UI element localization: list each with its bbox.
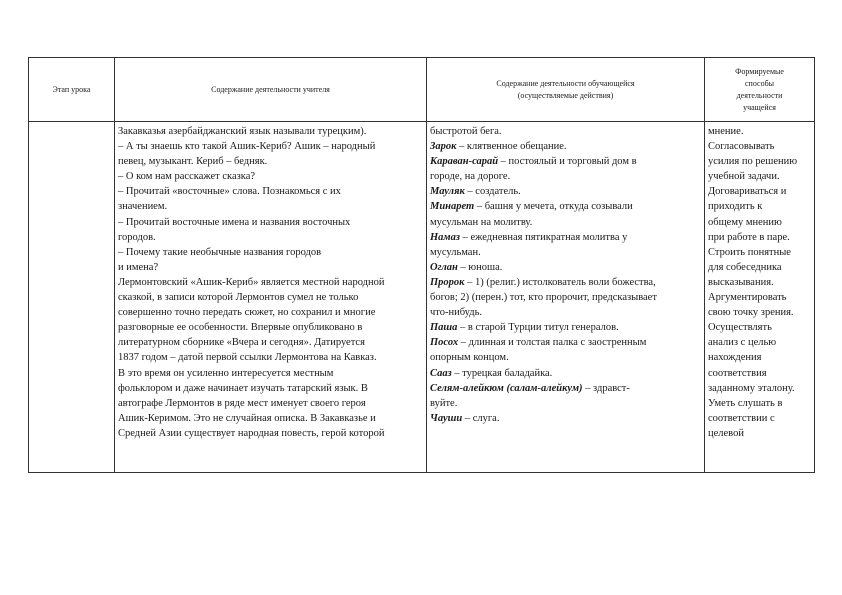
- vocabulary-definition: быстротой бега.: [430, 126, 502, 137]
- vocabulary-definition: городе, на дороге.: [430, 171, 511, 183]
- student-text-line: [430, 275, 701, 290]
- student-text-line: [430, 350, 701, 365]
- student-text-line: [430, 335, 701, 350]
- vocabulary-definition: – слуга.: [462, 412, 500, 424]
- student-text-line: [430, 139, 701, 154]
- teacher-text-line: – Прочитай восточные имена и названия восточных: [118, 216, 351, 228]
- stage-cell: [29, 122, 115, 473]
- student-text-line: [430, 290, 701, 305]
- vocabulary-term: Пророк: [430, 276, 465, 288]
- vocabulary-definition: – юноша.: [457, 261, 503, 273]
- skills-text-line: заданному эталону.: [708, 382, 795, 394]
- skills-text-line: соответствия: [708, 367, 767, 379]
- header-student-line1: Содержание деятельности обучающейся: [496, 78, 635, 88]
- vocabulary-definition: богов; 2) (перен.) тот, кто пророчит, предсказывает: [430, 292, 657, 304]
- skills-text-line: мнение.: [708, 126, 744, 137]
- teacher-text-line: – Почему такие необычные названия городов: [118, 246, 322, 258]
- vocabulary-term: Караван-сарай: [430, 156, 499, 168]
- teacher-text-line: разговорные ее особенности. Впервые опубликовано в: [118, 322, 363, 334]
- student-text: [427, 122, 704, 426]
- header-skills-line3: деятельности: [736, 90, 783, 100]
- skills-text-line: Строить понятные: [708, 246, 791, 258]
- vocabulary-definition: что-нибудь.: [430, 307, 483, 319]
- vocabulary-definition: – 1) (религ.) истолкователь воли божества,: [464, 276, 656, 288]
- student-text-line: [430, 124, 701, 139]
- vocabulary-definition: – башня у мечета, откуда созывали: [474, 201, 633, 213]
- teacher-text-line: сказкой, в записи которой Лермонтов сумел не только: [118, 292, 359, 304]
- lesson-plan-table: [28, 57, 815, 473]
- skills-text-line: общему мнению: [708, 216, 782, 228]
- vocabulary-term: Минарет: [430, 201, 475, 213]
- header-skills-line2: способы: [744, 78, 775, 88]
- vocabulary-definition: – здравст-: [582, 382, 630, 394]
- header-row: [29, 58, 815, 122]
- student-text-line: [430, 154, 701, 169]
- skills-text-line: усилия по решению: [708, 156, 798, 168]
- header-stage: Этап урока: [29, 58, 115, 122]
- teacher-text-line: 1837 годом – датой первой ссылки Лермонтова на Кавказ.: [118, 352, 377, 364]
- header-teacher: Содержание деятельности учителя: [115, 58, 427, 122]
- vocabulary-definition: мусульман на молитву.: [430, 216, 533, 228]
- student-text-line: [430, 396, 701, 411]
- student-text-line: [430, 169, 701, 184]
- vocabulary-definition: мусульман.: [430, 246, 481, 258]
- header-student-line2: (осуществляемые действия): [517, 90, 614, 100]
- skills-text-line: Договариваться и: [708, 186, 787, 198]
- vocabulary-term: Посох: [430, 337, 459, 349]
- teacher-text-line: Ашик-Керимом. Это не случайная описка. В Закавказье и: [118, 412, 376, 424]
- teacher-text-line: Лермонтовский «Ашик-Кериб» является местной народной: [118, 276, 385, 288]
- teacher-text-line: – А ты знаешь кто такой Ашик-Кериб? Ашик – народный: [118, 141, 376, 153]
- teacher-text-line: автографе Лермонтов в ряде мест именует своего героя: [118, 397, 366, 409]
- skills-text-line: Аргументировать: [708, 292, 787, 304]
- teacher-text-line: городов.: [118, 231, 156, 243]
- teacher-text-line: фольклором и даже начинает изучать татарский язык. В: [118, 382, 368, 394]
- teacher-text-line: певец, музыкант. Кериб – бедняк.: [118, 156, 268, 168]
- skills-text-line: соответствии с: [708, 412, 775, 424]
- header-skills: [705, 58, 815, 122]
- skills-text-line: для собеседника: [708, 261, 782, 273]
- student-text-line: [430, 260, 701, 275]
- skills-cell: [705, 122, 815, 473]
- vocabulary-definition: – длинная и толстая палка с заостренным: [458, 337, 647, 349]
- header-skills-line4: учащейся: [743, 102, 776, 112]
- vocabulary-term: Мауляк: [430, 186, 465, 198]
- teacher-text-line: Закавказья азербайджанский язык называли турецким).: [118, 126, 367, 137]
- skills-text-line: свою точку зрения.: [708, 307, 794, 319]
- teacher-cell: [115, 122, 427, 473]
- vocabulary-term: Зарок: [430, 141, 457, 153]
- skills-text-line: Осуществлять: [708, 322, 772, 334]
- content-row: [29, 122, 815, 473]
- skills-text-line: анализ с целью: [708, 337, 777, 349]
- vocabulary-term: Чауши: [430, 412, 463, 424]
- teacher-text-line: литературном сборнике «Вчера и сегодня». Датируется: [118, 337, 365, 349]
- student-text-line: [430, 230, 701, 245]
- vocabulary-definition: вуйте.: [430, 397, 458, 409]
- teacher-text-line: – О ком нам расскажет сказка?: [118, 171, 256, 183]
- skills-text-line: целевой: [708, 427, 744, 439]
- skills-text-line: учебной задачи.: [708, 171, 780, 183]
- teacher-text-line: – Прочитай «восточные» слова. Познакомься с их: [118, 186, 341, 198]
- vocabulary-definition: – создатель.: [464, 186, 521, 198]
- student-text-line: [430, 215, 701, 230]
- student-text-line: [430, 320, 701, 335]
- skills-text-line: нахождения: [708, 352, 762, 364]
- vocabulary-definition: – клятвенное обещание.: [456, 141, 567, 153]
- student-cell: [427, 122, 705, 473]
- teacher-text: [115, 122, 426, 441]
- teacher-text-line: значением.: [118, 201, 168, 213]
- vocabulary-term: Паша: [430, 322, 458, 334]
- student-text-line: [430, 199, 701, 214]
- teacher-text-line: и имена?: [118, 261, 159, 273]
- vocabulary-term: Оглан: [430, 261, 458, 273]
- student-text-line: [430, 184, 701, 199]
- skills-text-line: Согласовывать: [708, 141, 775, 153]
- student-text-line: [430, 366, 701, 381]
- teacher-text-line: Средней Азии существует народная повесть, герой которой: [118, 427, 385, 439]
- header-student: [427, 58, 705, 122]
- vocabulary-definition: – постоялый и торговый дом в: [498, 156, 637, 168]
- vocabulary-term: Намаз: [430, 231, 460, 243]
- header-skills-line1: Формируемые: [735, 66, 784, 76]
- vocabulary-definition: – в старой Турции титул генералов.: [457, 322, 619, 334]
- student-text-line: [430, 245, 701, 260]
- vocabulary-definition: – турецкая баладайка.: [451, 367, 553, 379]
- student-text-line: [430, 305, 701, 320]
- vocabulary-term: Селям-алейкюм (салам-алейкум): [430, 382, 583, 394]
- student-text-line: [430, 411, 701, 426]
- skills-text-line: приходить к: [708, 201, 763, 213]
- teacher-text-line: совершенно точно передать сюжет, но сохранил и многие: [118, 307, 376, 319]
- teacher-text-line: В это время он усиленно интересуется местным: [118, 367, 334, 379]
- student-text-line: [430, 381, 701, 396]
- vocabulary-definition: – ежедневная пятикратная молитва у: [459, 231, 628, 243]
- skills-text-line: при работе в паре.: [708, 231, 790, 243]
- skills-text-line: высказывания.: [708, 276, 774, 288]
- skills-text: [705, 122, 814, 441]
- vocabulary-term: Сааз: [430, 367, 452, 379]
- skills-text-line: Уметь слушать в: [708, 397, 783, 409]
- vocabulary-definition: опорным концом.: [430, 352, 509, 364]
